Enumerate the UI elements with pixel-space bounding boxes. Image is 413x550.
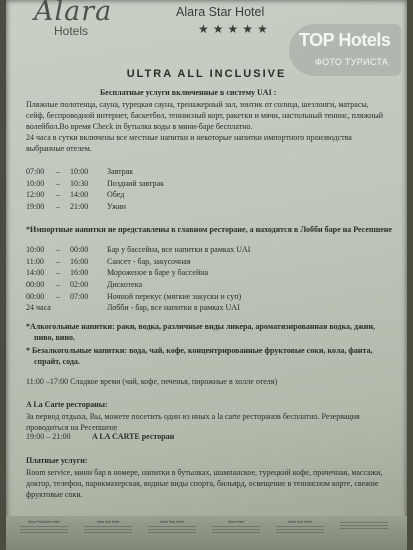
footer-card: Alara Hotel bbox=[206, 520, 266, 550]
footer-card: Alara Star Hotel bbox=[78, 520, 138, 550]
alacarte-line: За период отдыха, Вы, можете посетить один из иных а la carte ресторанов бесплатно. Резервация bbox=[26, 412, 360, 421]
free-services-line: выбранные отелем. bbox=[26, 144, 92, 153]
bar-row: 00:00 – 02:00 Дискотека bbox=[26, 280, 143, 289]
bar-row: 11:00 – 16:00 Сансет - бар, закусочная bbox=[26, 257, 191, 266]
alacarte-heading: A La Carte рестораны: bbox=[26, 400, 108, 409]
hotel-name: Alara Star Hotel bbox=[176, 5, 265, 19]
footer-card: Alara Kum Hotel bbox=[270, 520, 330, 550]
bar-row: 00:00 – 07:00 Ночной перекус (мягкие закуски и суп) bbox=[26, 292, 242, 301]
paid-line: Room service, мини бар в номере, напитки в бутылках, шампанское, турецкий кофе, прачечная, массажи, bbox=[26, 468, 383, 477]
meal-row: 10:00 – 10:30 Поздний завтрак bbox=[26, 179, 165, 188]
free-services-heading: Бесплатные услуги включенные в систему UAI : bbox=[100, 88, 277, 97]
paid-heading: Платные услуги: bbox=[26, 456, 88, 465]
bar-row: 24 часа Лобби - бар, все напитки в рамках UAI bbox=[26, 303, 240, 312]
bar-row: 10:00 – 00:00 Бар у бассейна, все напитки в рамках UAI bbox=[26, 245, 251, 254]
import-note: *Импортные напитки не представлены в главном ресторане, а находятся в Лобби баре на Ресепшене bbox=[26, 225, 392, 234]
alcohol-drinks bbox=[26, 321, 407, 343]
footer-card bbox=[334, 520, 394, 550]
alara-logo: Alara bbox=[34, 0, 113, 27]
watermark-title: TOP Hotels bbox=[299, 30, 391, 50]
free-services-line: сейф, беспроводной интернет, баскетбол, теннисный корт, ракетки и мячи, настольный теннис, пляжный bbox=[26, 111, 384, 120]
paid-line: доктор, телефон, парикмахерская, водные виды спорта, бильярд, освещение в теннисном корте, свежие bbox=[26, 479, 379, 488]
bar-row: 14:00 – 16:00 Мороженое в баре у бассейна bbox=[26, 268, 209, 277]
info-sheet bbox=[6, 0, 407, 550]
alacarte-name: A LA CARTE ресторан bbox=[92, 432, 175, 441]
hotel-stars: ★★★★★ bbox=[198, 22, 272, 36]
alacarte-time: 19:00 – 21:00 bbox=[26, 432, 71, 441]
free-services-line: 24 часа в сутки включены все местные напитки и некоторые напитки импортного производства bbox=[26, 133, 352, 142]
alcohol-drinks-line: пиво, вино. bbox=[34, 333, 76, 342]
alacarte-text bbox=[26, 411, 406, 433]
alacarte-time-row bbox=[26, 432, 406, 443]
soft-drinks-line: спрайт, сода. bbox=[34, 357, 80, 366]
free-services-line: Пляжные полотенца, сауна, турецкая сауна, тренажерный зал, зонтик от солнца, шезлонги, матрасы, bbox=[26, 100, 369, 109]
paid-text bbox=[26, 467, 407, 500]
footer-card: Alara Park Hotel bbox=[142, 520, 202, 550]
free-services-text bbox=[26, 99, 406, 154]
meal-row: 19:00 – 21:00 Ужин bbox=[26, 202, 127, 211]
meal-row: 07:00 – 10:00 Завтрак bbox=[26, 167, 134, 176]
paid-line: фруктовые соки. bbox=[26, 490, 83, 499]
alara-logo-sub: Hotels bbox=[54, 24, 89, 38]
sweet-time: 11:00 –17:00 Сладкое время (чай, кофе, печенья, пирожные в холле отеля) bbox=[26, 377, 278, 386]
watermark-subtitle: ФОТО ТУРИСТА bbox=[315, 57, 389, 67]
meal-row: 12:00 – 14:00 Обед bbox=[26, 190, 125, 199]
soft-drinks-line: * Безалкогольные напитки: вода, чай, кофе, концентрированные фруктовые соки, кола, фанта, bbox=[26, 346, 373, 355]
soft-drinks bbox=[26, 345, 407, 367]
footer-card: Alara Park/Alara Hotel bbox=[14, 520, 74, 550]
footer-hotels-strip bbox=[6, 516, 407, 550]
free-services-line: волейбол.Во время Check in бутылка воды в мини-баре бесплатно. bbox=[26, 122, 253, 131]
alacarte-line: проводиться на Ресепшене bbox=[26, 423, 118, 432]
page-title: ULTRA ALL INCLUSIVE bbox=[126, 68, 287, 80]
alcohol-drinks-line: *Алкогольные напитки: раки, водка, различные виды ликера, ароматизированная водка, джин, bbox=[26, 322, 376, 331]
